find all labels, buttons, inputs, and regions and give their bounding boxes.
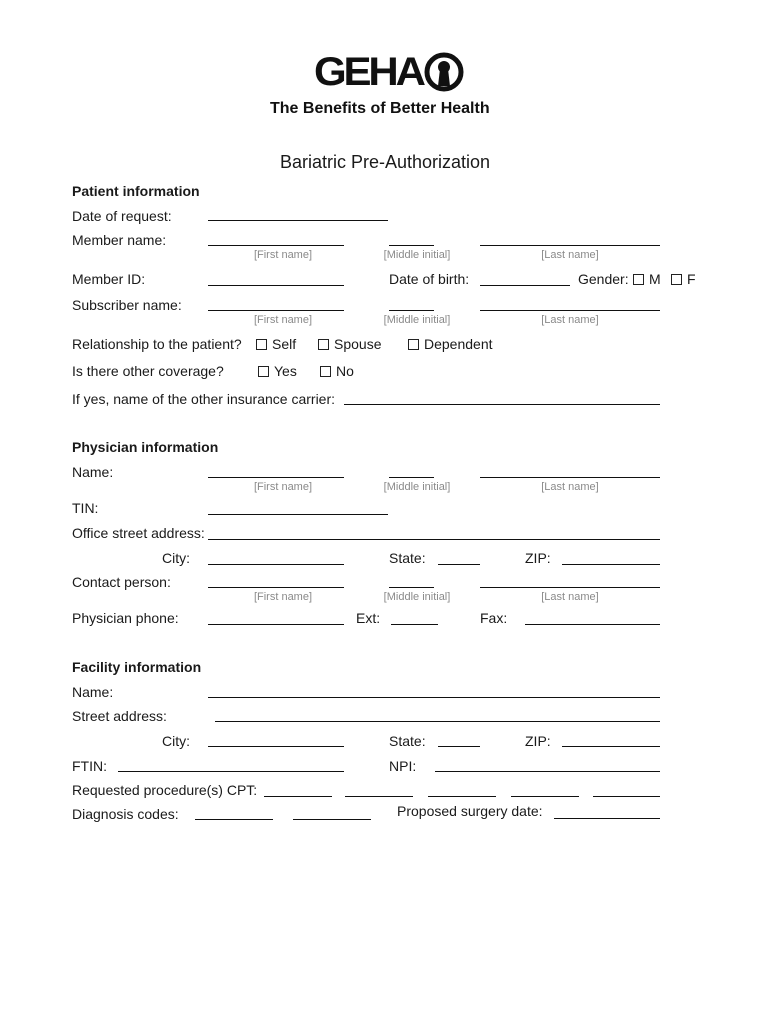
dependent-label: Dependent — [424, 336, 493, 352]
yes-label: Yes — [274, 363, 297, 379]
other-coverage-label: Is there other coverage? — [72, 363, 224, 379]
first-name-hint: [First name] — [253, 249, 313, 261]
last-name-hint: [Last name] — [541, 591, 599, 603]
member-name-label: Member name: — [72, 232, 167, 248]
cpt-field-1[interactable] — [264, 796, 332, 797]
cpt-field-2[interactable] — [345, 796, 413, 797]
fax-label: Fax: — [480, 610, 508, 626]
date-of-birth-field[interactable] — [480, 285, 570, 286]
facility-street-label: Street address: — [72, 708, 167, 724]
first-name-hint: [First name] — [253, 481, 313, 493]
facility-street-field[interactable] — [215, 721, 660, 722]
physician-state-field[interactable] — [438, 564, 480, 565]
relationship-label: Relationship to the patient? — [72, 336, 242, 352]
npi-label: NPI: — [389, 758, 417, 774]
facility-name-label: Name: — [72, 684, 114, 700]
other-coverage-no-checkbox[interactable] — [320, 363, 354, 379]
no-label: No — [336, 363, 354, 379]
physician-middle-initial-field[interactable] — [389, 477, 434, 478]
ext-field[interactable] — [391, 624, 438, 625]
middle-initial-hint: [Middle initial] — [383, 481, 451, 493]
logo-tagline: The Benefits of Better Health — [270, 100, 490, 117]
keyhole-icon — [424, 52, 464, 94]
relationship-dependent-checkbox[interactable] — [408, 336, 493, 352]
physician-info-heading: Physician information — [72, 439, 219, 455]
gender-f-checkbox[interactable] — [671, 271, 696, 287]
contact-first-name-field[interactable] — [208, 587, 344, 588]
gender-m-checkbox[interactable] — [633, 271, 661, 287]
npi-field[interactable] — [435, 771, 660, 772]
other-carrier-label: If yes, name of the other insurance carrier: — [72, 391, 336, 407]
subscriber-last-name-field[interactable] — [480, 310, 660, 311]
subscriber-middle-initial-field[interactable] — [389, 310, 434, 311]
last-name-hint: [Last name] — [541, 481, 599, 493]
facility-info-heading: Facility information — [72, 659, 202, 675]
fax-field[interactable] — [525, 624, 660, 625]
checkbox-icon — [633, 274, 644, 285]
physician-state-label: State: — [389, 550, 426, 566]
physician-city-field[interactable] — [208, 564, 344, 565]
facility-zip-field[interactable] — [562, 746, 660, 747]
diagnosis-code-field-2[interactable] — [293, 819, 371, 820]
checkbox-icon — [320, 366, 331, 377]
member-id-label: Member ID: — [72, 271, 146, 287]
tin-label: TIN: — [72, 500, 99, 516]
middle-initial-hint: [Middle initial] — [383, 314, 451, 326]
office-address-field[interactable] — [208, 539, 660, 540]
other-coverage-yes-checkbox[interactable] — [258, 363, 297, 379]
facility-name-field[interactable] — [208, 697, 660, 698]
contact-person-label: Contact person: — [72, 574, 171, 590]
surgery-date-label: Proposed surgery date: — [397, 803, 543, 819]
middle-initial-hint: [Middle initial] — [383, 249, 451, 261]
last-name-hint: [Last name] — [541, 314, 599, 326]
contact-middle-initial-field[interactable] — [389, 587, 434, 588]
ftin-label: FTIN: — [72, 758, 107, 774]
office-address-label: Office street address: — [72, 525, 205, 541]
cpt-field-3[interactable] — [428, 796, 496, 797]
first-name-hint: [First name] — [253, 314, 313, 326]
patient-info-heading: Patient information — [72, 183, 200, 199]
facility-state-label: State: — [389, 733, 426, 749]
member-first-name-field[interactable] — [208, 245, 344, 246]
surgery-date-field[interactable] — [554, 818, 660, 819]
member-last-name-field[interactable] — [480, 245, 660, 246]
cpt-label: Requested procedure(s) CPT: — [72, 782, 258, 798]
date-of-request-label: Date of request: — [72, 208, 172, 224]
physician-zip-field[interactable] — [562, 564, 660, 565]
last-name-hint: [Last name] — [541, 249, 599, 261]
contact-last-name-field[interactable] — [480, 587, 660, 588]
facility-city-label: City: — [162, 733, 190, 749]
physician-phone-label: Physician phone: — [72, 610, 179, 626]
gender-m-label: M — [649, 271, 661, 287]
physician-last-name-field[interactable] — [480, 477, 660, 478]
logo-wordmark: GEHA — [314, 50, 423, 94]
physician-name-label: Name: — [72, 464, 114, 480]
date-of-birth-label: Date of birth: — [389, 271, 470, 287]
ext-label: Ext: — [356, 610, 381, 626]
physician-phone-field[interactable] — [208, 624, 344, 625]
subscriber-first-name-field[interactable] — [208, 310, 344, 311]
checkbox-icon — [408, 339, 419, 350]
checkbox-icon — [258, 366, 269, 377]
checkbox-icon — [256, 339, 267, 350]
checkbox-icon — [671, 274, 682, 285]
physician-zip-label: ZIP: — [525, 550, 551, 566]
facility-state-field[interactable] — [438, 746, 480, 747]
member-middle-initial-field[interactable] — [389, 245, 434, 246]
date-of-request-field[interactable] — [208, 220, 388, 221]
diagnosis-codes-label: Diagnosis codes: — [72, 806, 179, 822]
form-title: Bariatric Pre-Authorization — [279, 152, 491, 172]
cpt-field-5[interactable] — [593, 796, 660, 797]
checkbox-icon — [318, 339, 329, 350]
relationship-self-checkbox[interactable] — [256, 336, 296, 352]
facility-zip-label: ZIP: — [525, 733, 551, 749]
gender-label: Gender: — [578, 271, 629, 287]
diagnosis-code-field-1[interactable] — [195, 819, 273, 820]
subscriber-name-label: Subscriber name: — [72, 297, 182, 313]
tin-field[interactable] — [208, 514, 388, 515]
spouse-label: Spouse — [334, 336, 382, 352]
other-carrier-field[interactable] — [344, 404, 660, 405]
relationship-spouse-checkbox[interactable] — [318, 336, 381, 352]
cpt-field-4[interactable] — [511, 796, 579, 797]
physician-city-label: City: — [162, 550, 190, 566]
first-name-hint: [First name] — [253, 591, 313, 603]
ftin-field[interactable] — [118, 771, 344, 772]
physician-first-name-field[interactable] — [208, 477, 344, 478]
self-label: Self — [272, 336, 297, 352]
gender-f-label: F — [687, 271, 696, 287]
middle-initial-hint: [Middle initial] — [383, 591, 451, 603]
facility-city-field[interactable] — [208, 746, 344, 747]
member-id-field[interactable] — [208, 285, 344, 286]
